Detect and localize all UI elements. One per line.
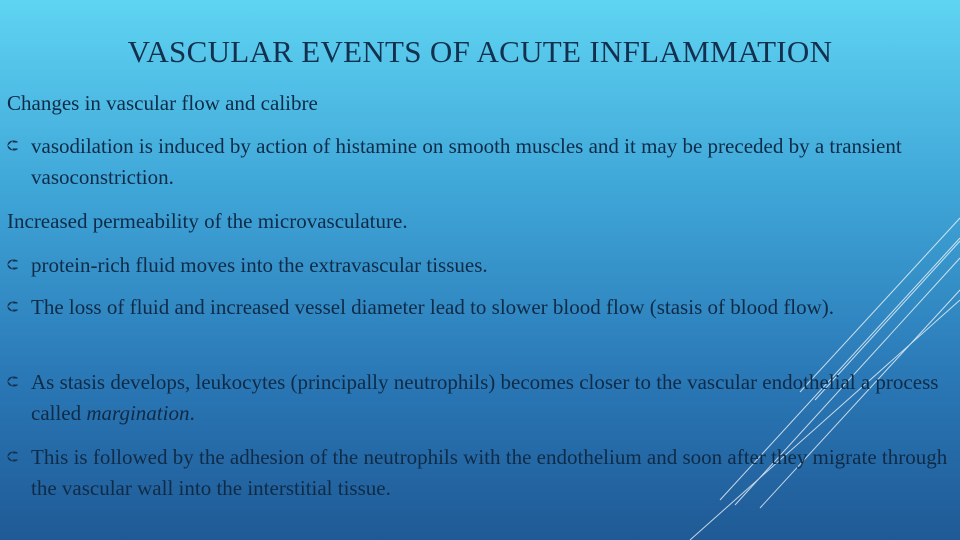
bullet-protein-fluid: [7, 250, 957, 281]
arrow-bullet-icon: ⮈: [7, 373, 19, 391]
heading-vascular-flow: Changes in vascular flow and calibre: [7, 91, 318, 115]
arrow-bullet-icon: ⮈: [7, 448, 19, 466]
bullet-text: This is followed by the adhesion of the neutrophils with the endothelium and soon after they migrate through the vascular wall into the interstitial tissue.: [31, 445, 948, 500]
heading-permeability: Increased permeability of the microvasculature.: [7, 209, 408, 233]
term-margination: margination: [86, 401, 190, 425]
bullet-vasodilation: [7, 131, 957, 193]
bullet-text: protein-rich fluid moves into the extravascular tissues.: [31, 253, 488, 277]
arrow-bullet-icon: ⮈: [7, 137, 19, 155]
bullet-text-end: .: [189, 401, 195, 425]
bullet-text-main: As stasis develops, leukocytes (principally neutrophils) becomes closer to the vascular endothelial a process called: [31, 370, 939, 425]
bullet-text: vasodilation is induced by action of histamine on smooth muscles and it may be preceded by a transient vasoconstriction.: [31, 134, 902, 189]
arrow-bullet-icon: ⮈: [7, 256, 19, 274]
bullet-text: The loss of fluid and increased vessel diameter lead to slower blood flow (stasis of blood flow).: [31, 295, 835, 319]
bullet-loss-of-fluid: [7, 292, 957, 323]
slide-title: VASCULAR EVENTS OF ACUTE INFLAMMATION: [127, 34, 833, 69]
bullet-margination: [7, 367, 957, 429]
bullet-adhesion: [7, 442, 957, 504]
bullet-text: [7, 367, 957, 429]
arrow-bullet-icon: ⮈: [7, 298, 19, 316]
